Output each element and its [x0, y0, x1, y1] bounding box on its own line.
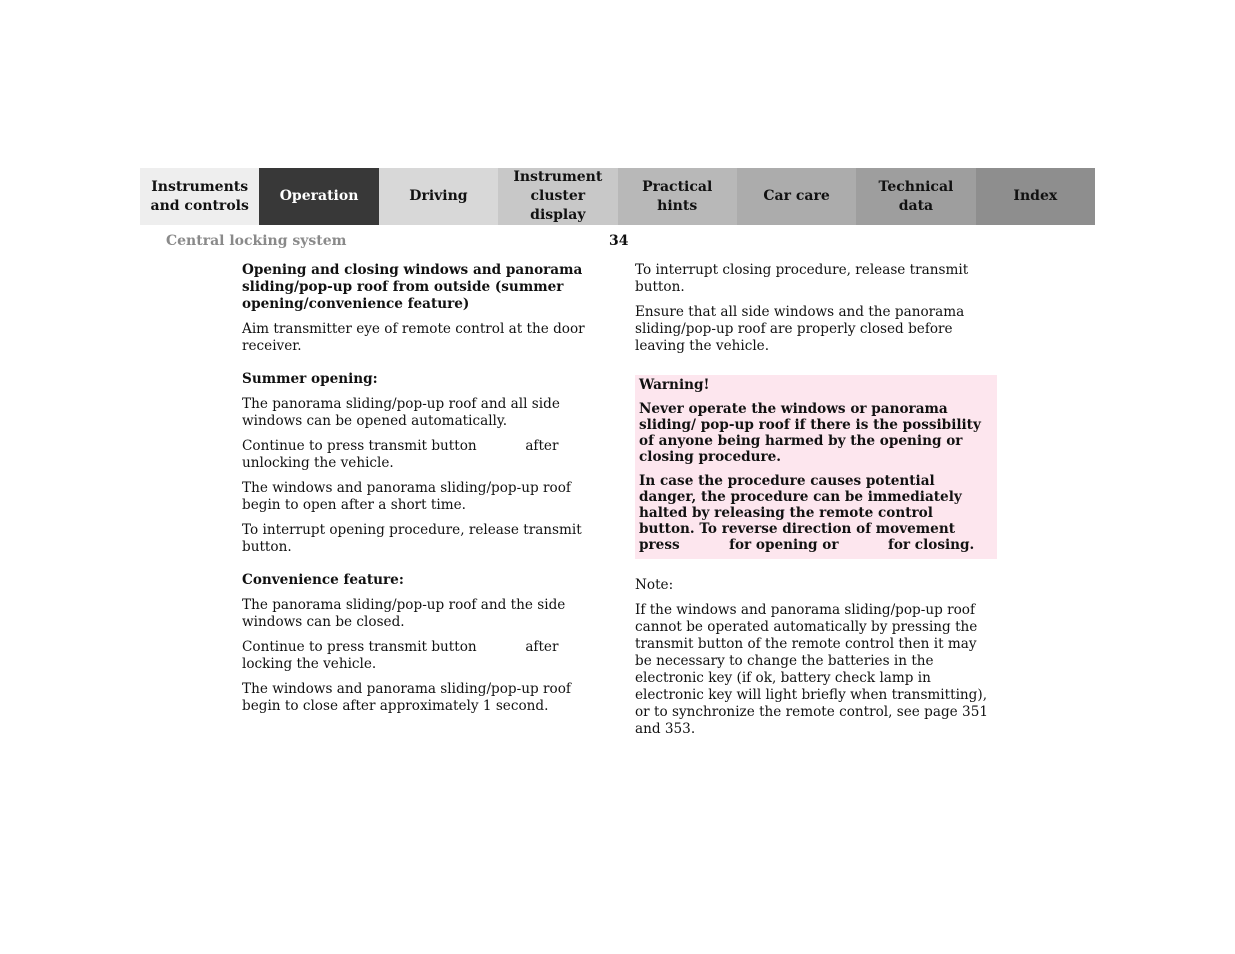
tab-practical-hints[interactable]	[618, 168, 737, 225]
right-paragraph-2: Ensure that all side windows and the panorama sliding/pop-up roof are properly closed before leaving the vehicle.	[635, 304, 965, 354]
tab-driving[interactable]	[379, 168, 498, 225]
warning-p2-text-a: In case the procedure causes potential danger, the procedure can be immediately halted by releasing the remote control button. To reverse direction of movement press	[639, 473, 962, 553]
tab-index[interactable]	[976, 168, 1095, 225]
summer-paragraph-2	[242, 438, 604, 472]
summer-paragraph-4: To interrupt opening procedure, release transmit button.	[242, 522, 582, 555]
tab-technical-data[interactable]	[856, 168, 975, 225]
warning-p2-text-b: for opening or	[729, 537, 839, 553]
tab-label: Practical hints	[642, 178, 713, 214]
convenience-paragraph-1: The panorama sliding/pop-up roof and the side windows can be closed.	[242, 597, 566, 630]
tab-operation[interactable]	[259, 168, 378, 225]
summer-paragraph-1: The panorama sliding/pop-up roof and all side windows can be opened automatically.	[242, 396, 560, 429]
convenience-paragraph-3: The windows and panorama sliding/pop-up roof begin to close after approximately 1 second.	[242, 681, 571, 714]
tab-label: Instruments and controls	[150, 178, 249, 214]
tab-label: Operation	[279, 188, 359, 204]
tab-label: Car care	[763, 188, 830, 204]
right-paragraph-1: To interrupt closing procedure, release transmit button.	[635, 262, 969, 295]
convenience-feature-heading: Convenience feature:	[242, 572, 404, 588]
summer-p2-text-b: after unlocking the vehicle.	[242, 438, 559, 471]
tab-label: Technical data	[878, 178, 954, 214]
tab-label: Driving	[409, 188, 468, 204]
warning-paragraph-2	[639, 473, 993, 553]
warning-paragraph-1: Never operate the windows or panorama sliding/ pop-up roof if there is the possibility of anyone being harmed by the opening or closing procedure.	[639, 401, 981, 465]
summer-opening-heading: Summer opening:	[242, 371, 378, 387]
warning-box	[635, 375, 997, 559]
note-text: If the windows and panorama sliding/pop-up roof cannot be operated automatically by pressing the transmit button of the remote control then it may be necessary to change the batteries in the electronic key (if ok, battery check lamp in electronic key will light briefly when transmitting), or to synchronize the remote control, see page 351 and 353.	[635, 602, 988, 737]
page-number: 34	[609, 233, 629, 249]
left-column	[242, 262, 604, 723]
tab-car-care[interactable]	[737, 168, 856, 225]
summer-paragraph-3: The windows and panorama sliding/pop-up roof begin to open after a short time.	[242, 480, 571, 513]
tab-label: Index	[1013, 188, 1058, 204]
warning-title: Warning!	[639, 377, 710, 393]
convenience-paragraph-2	[242, 639, 604, 673]
tab-instrument-cluster-display[interactable]	[498, 168, 617, 225]
right-column	[635, 262, 997, 746]
summer-p2-text-a: Continue to press transmit button	[242, 438, 477, 454]
section-nav	[140, 168, 1095, 225]
topic-heading: Opening and closing windows and panorama sliding/pop-up roof from outside (summer opening/convenience feature)	[242, 262, 583, 312]
conv-p2-text-b: after locking the vehicle.	[242, 639, 559, 672]
tab-label: Instrument cluster display	[513, 169, 603, 223]
tab-instruments-and-controls[interactable]	[140, 168, 259, 225]
warning-p2-text-c: for closing.	[888, 537, 975, 553]
conv-p2-text-a: Continue to press transmit button	[242, 639, 477, 655]
section-title: Central locking system	[166, 233, 347, 249]
intro-paragraph: Aim transmitter eye of remote control at the door receiver.	[242, 321, 585, 354]
note-label: Note:	[635, 577, 674, 593]
